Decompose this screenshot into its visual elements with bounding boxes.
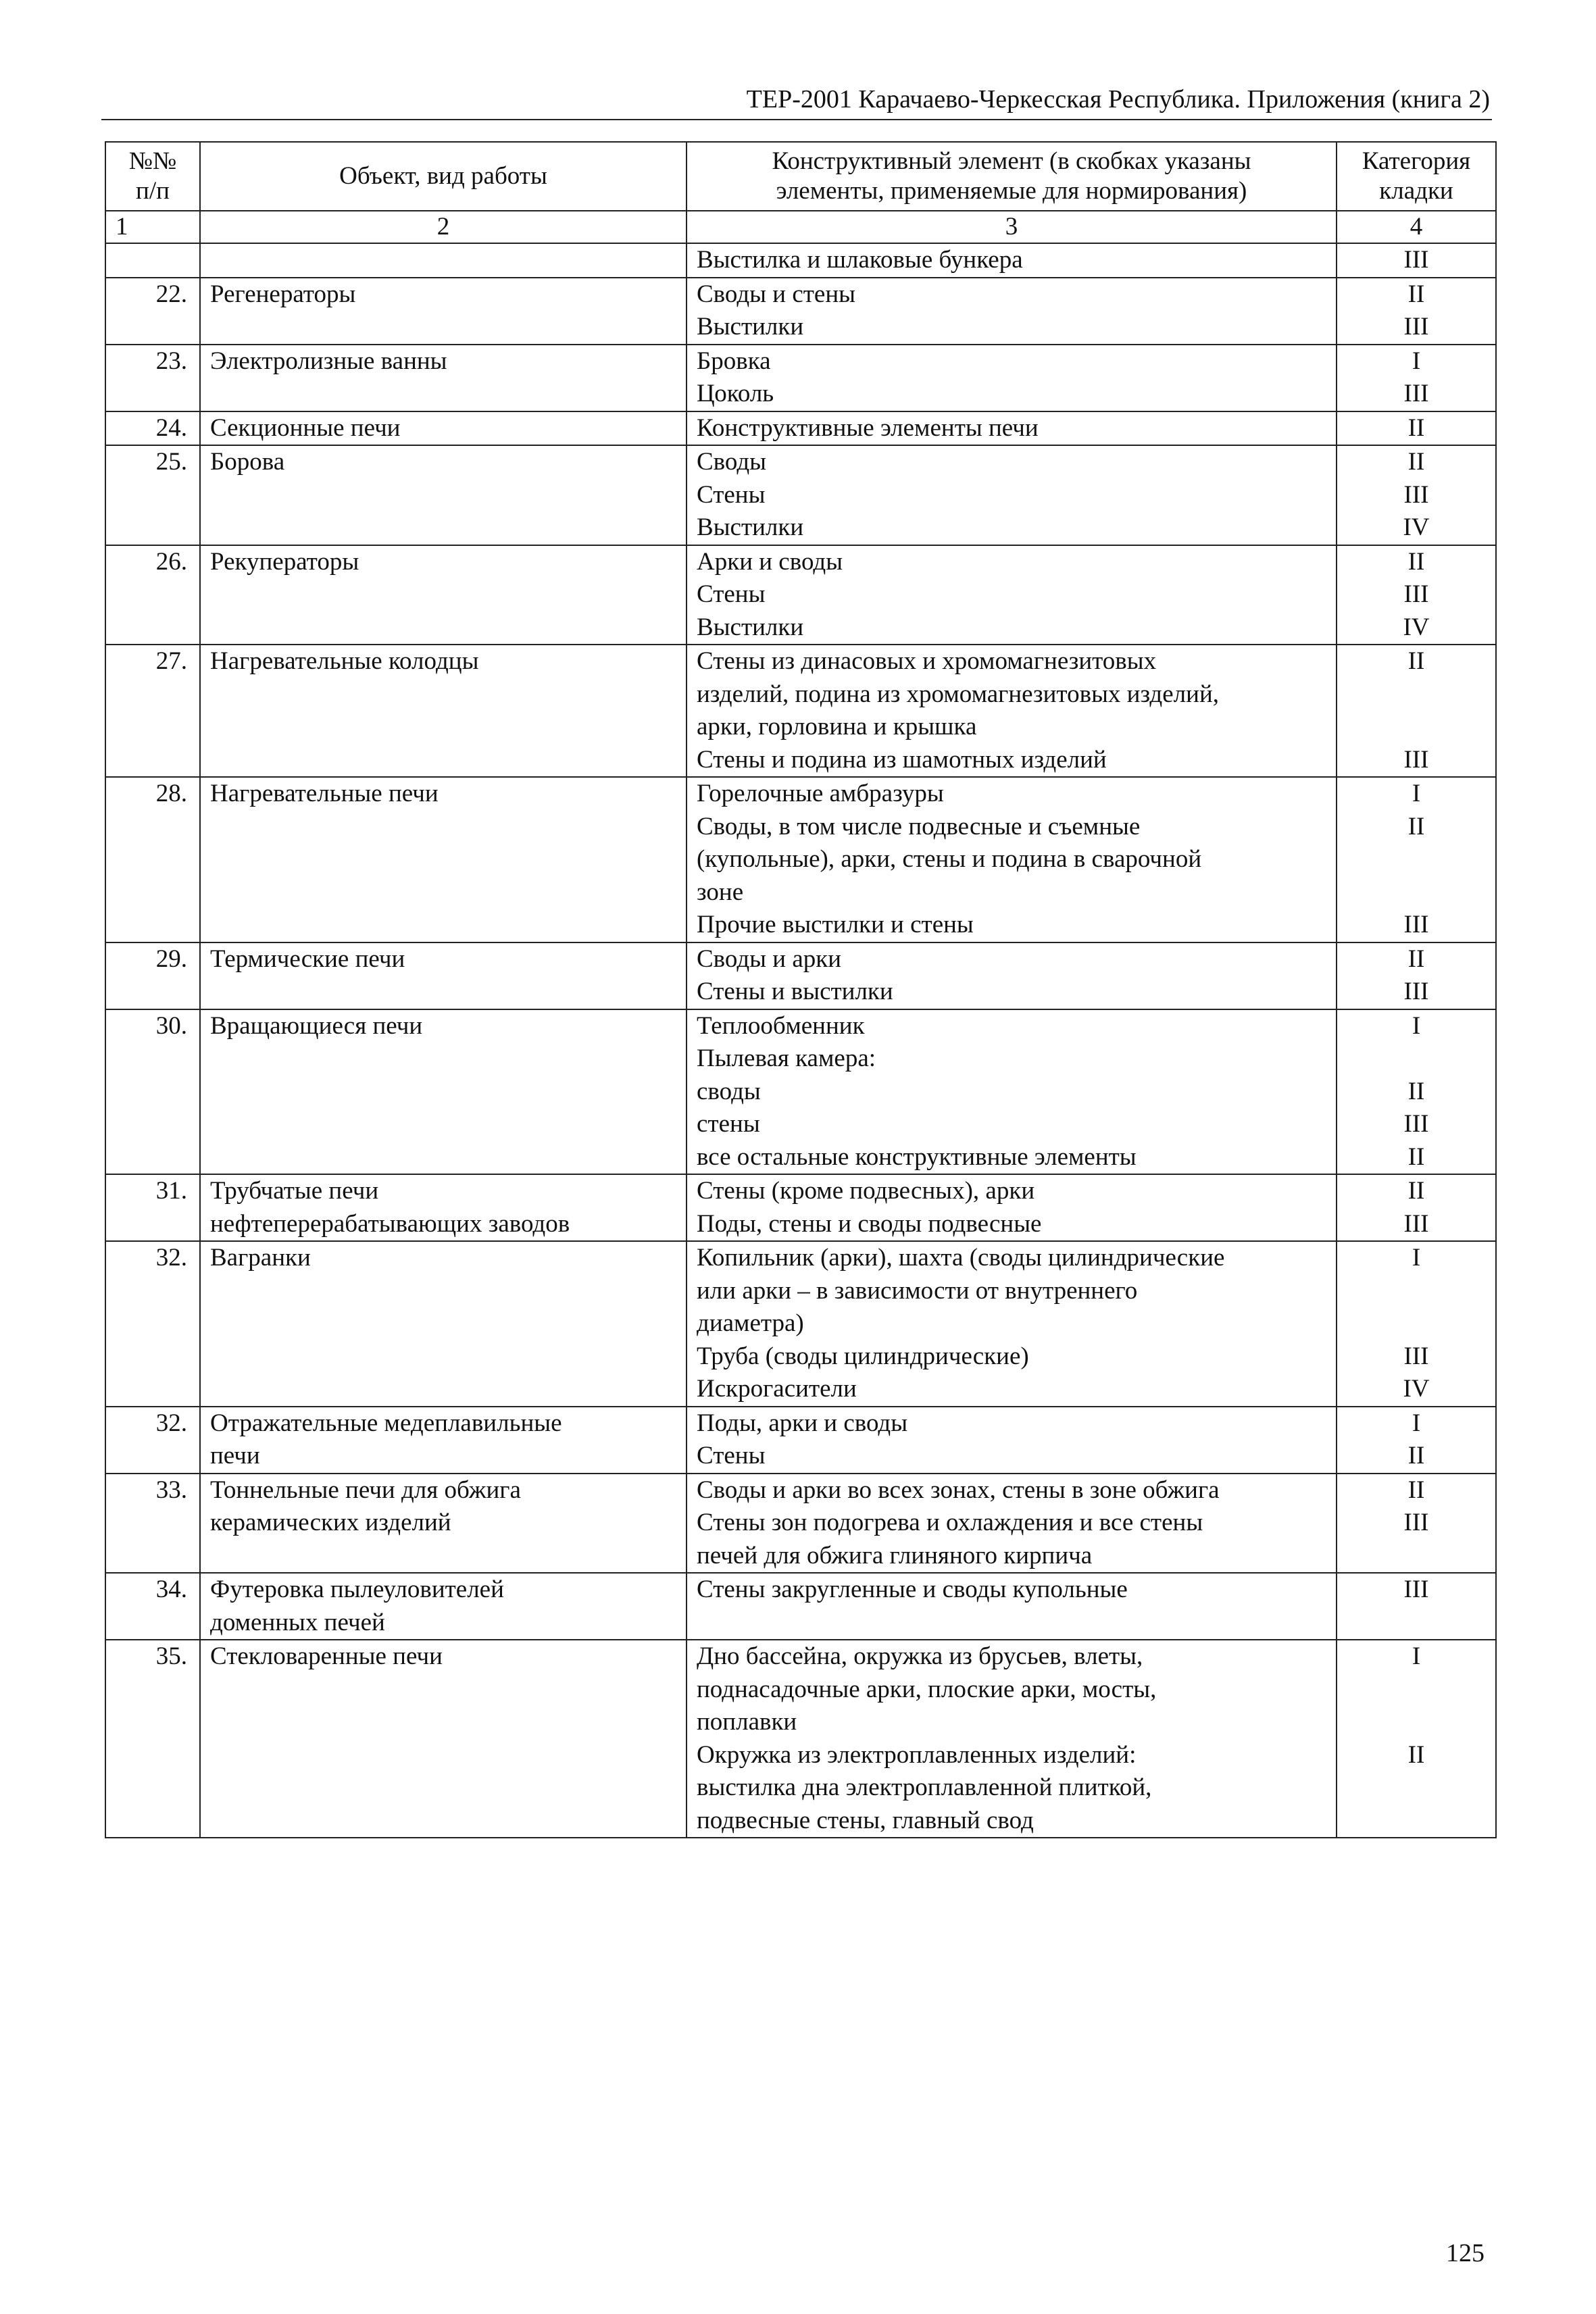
object-cell — [200, 1407, 687, 1474]
object-cell — [200, 645, 687, 777]
element-line: Арки и своды — [697, 547, 843, 576]
category-value: III — [1403, 978, 1429, 1005]
header-num-line: п/п — [136, 177, 170, 205]
element-line: Копильник (арки), шахта (своды цилиндрические — [697, 1244, 1225, 1272]
element-line: Выстилки — [697, 513, 804, 541]
row-number — [105, 1573, 200, 1640]
category-cell — [1337, 1474, 1496, 1574]
row-number-text: 23. — [155, 347, 187, 375]
element-line: Дно бассейна, окружка из брусьев, влеты, — [697, 1642, 1143, 1670]
element-line: Выстилки — [697, 313, 804, 341]
category-cell — [1337, 1407, 1496, 1474]
category-spacer — [1347, 1706, 1486, 1739]
object-line: нефтеперерабатывающих заводов — [210, 1209, 570, 1238]
category-value: I — [1412, 1011, 1421, 1040]
column-number: 3 — [687, 211, 1337, 243]
row-number — [105, 1640, 200, 1838]
category-cell — [1337, 243, 1496, 278]
element-line: Своды, в том числе подвесные и съемные — [697, 812, 1141, 840]
row-number-text — [116, 244, 187, 277]
category-value: III — [1403, 1342, 1429, 1370]
category-value: III — [1403, 1576, 1429, 1603]
row-number-text: 29. — [155, 945, 187, 973]
object-line: Трубчатые печи — [210, 1177, 379, 1205]
element-line: (купольные), арки, стены и подина в сварочной — [697, 845, 1202, 873]
category-value: IV — [1403, 613, 1430, 641]
table-row — [105, 942, 1496, 1009]
object-cell — [200, 411, 687, 446]
category-cell — [1337, 278, 1496, 345]
page-number: 125 — [1446, 2239, 1485, 2267]
element-line: Цоколь — [697, 380, 774, 407]
category-spacer — [1347, 1771, 1486, 1805]
category-spacer — [1347, 1275, 1486, 1308]
element-line: Окружка из электроплавленных изделий: — [697, 1740, 1137, 1769]
header-rule — [101, 119, 1492, 120]
column-number: 4 — [1337, 211, 1496, 243]
row-number-text: 25. — [155, 448, 187, 476]
category-cell — [1337, 777, 1496, 942]
category-value: II — [1407, 1077, 1425, 1105]
row-number-text: 27. — [155, 647, 187, 675]
object-line: Вращающиеся печи — [210, 1011, 423, 1040]
row-number-text: 26. — [155, 547, 187, 576]
element-line: все остальные конструктивные элементы — [697, 1142, 1137, 1171]
category-spacer — [1347, 843, 1486, 876]
category-value: II — [1407, 1142, 1425, 1171]
object-cell — [200, 278, 687, 345]
header-element-line: элементы, применяемые для нормирования) — [776, 177, 1247, 205]
element-line: печей для обжига глиняного кирпича — [697, 1541, 1093, 1569]
row-number-text: 32. — [155, 1409, 187, 1437]
element-cell — [687, 1640, 1337, 1838]
element-line: Прочие выстилки и стены — [697, 911, 974, 938]
column-number: 2 — [200, 211, 687, 243]
category-spacer — [1347, 1805, 1486, 1838]
element-line: Бровка — [697, 347, 771, 375]
category-value: II — [1407, 1740, 1425, 1769]
table-row — [105, 411, 1496, 446]
category-value: II — [1407, 280, 1425, 308]
element-line: Стены и подина из шамотных изделий — [697, 745, 1107, 774]
object-cell — [200, 1640, 687, 1838]
element-line: своды — [697, 1077, 761, 1105]
object-cell — [200, 1009, 687, 1175]
category-value: III — [1403, 313, 1429, 341]
column-number-row — [105, 211, 1496, 243]
object-cell — [200, 777, 687, 942]
category-value: III — [1403, 480, 1429, 509]
row-number — [105, 777, 200, 942]
element-line: Стены и выстилки — [697, 978, 893, 1005]
object-line: Регенераторы — [210, 280, 356, 308]
object-line: Футеровка пылеуловителей — [210, 1576, 504, 1603]
object-line: Вагранки — [210, 1244, 311, 1272]
category-spacer — [1347, 711, 1486, 744]
header-element — [687, 142, 1337, 211]
category-value: II — [1407, 647, 1425, 675]
category-value: IV — [1403, 513, 1430, 541]
object-cell — [200, 345, 687, 411]
category-cell — [1337, 1174, 1496, 1241]
object-line: Термические печи — [210, 945, 405, 973]
category-cell — [1337, 345, 1496, 411]
element-line: зоне — [697, 878, 744, 906]
row-number — [105, 1474, 200, 1574]
header-object: Объект, вид работы — [200, 142, 687, 211]
row-number-text: 32. — [155, 1244, 187, 1272]
table-row — [105, 345, 1496, 411]
element-cell — [687, 545, 1337, 645]
element-line: Стены — [697, 1442, 766, 1469]
category-value: I — [1412, 347, 1421, 375]
element-line: Горелочные амбразуры — [697, 780, 944, 807]
element-line: Искрогасители — [697, 1375, 857, 1403]
object-cell — [200, 243, 687, 278]
row-number — [105, 278, 200, 345]
category-value: II — [1407, 547, 1425, 576]
category-value: I — [1412, 1244, 1421, 1272]
element-line: Труба (своды цилиндрические) — [697, 1342, 1029, 1370]
object-cell — [200, 1573, 687, 1640]
table-row — [105, 278, 1496, 345]
object-line: Тоннельные печи для обжига — [210, 1476, 521, 1504]
element-line: Поды, стены и своды подвесные — [697, 1209, 1042, 1238]
table-row — [105, 1573, 1496, 1640]
column-number: 1 — [105, 211, 200, 243]
element-line: поднасадочные арки, плоские арки, мосты, — [697, 1675, 1157, 1703]
element-cell — [687, 942, 1337, 1009]
element-line: поплавки — [697, 1708, 797, 1736]
category-spacer — [1347, 678, 1486, 711]
element-line: Пылевая камера: — [697, 1045, 876, 1072]
table-row — [105, 445, 1496, 545]
category-cell — [1337, 1573, 1496, 1640]
category-value: III — [1403, 911, 1429, 938]
element-cell — [687, 645, 1337, 777]
element-cell — [687, 1009, 1337, 1175]
category-cell — [1337, 1640, 1496, 1838]
object-line: печи — [210, 1442, 260, 1469]
table-row — [105, 1407, 1496, 1474]
category-value: II — [1407, 448, 1425, 476]
row-number — [105, 942, 200, 1009]
header-element-line: Конструктивный элемент (в скобках указаны — [772, 147, 1251, 175]
category-cell — [1337, 411, 1496, 446]
row-number — [105, 345, 200, 411]
category-value: III — [1403, 380, 1429, 407]
category-value: I — [1412, 1642, 1421, 1670]
object-line: Секционные печи — [210, 413, 401, 442]
element-cell — [687, 777, 1337, 942]
category-cell — [1337, 1009, 1496, 1175]
category-value: II — [1407, 413, 1425, 442]
category-value: II — [1407, 945, 1425, 973]
element-line: изделий, подина из хромомагнезитовых изделий, — [697, 680, 1219, 708]
object-cell — [200, 1474, 687, 1574]
category-cell — [1337, 545, 1496, 645]
object-cell — [200, 942, 687, 1009]
table-row — [105, 1474, 1496, 1574]
table-row — [105, 1174, 1496, 1241]
table-row — [105, 243, 1496, 278]
element-line: Стены — [697, 480, 766, 509]
header-num-line: №№ — [128, 147, 177, 175]
row-number-text: 22. — [155, 280, 187, 308]
row-number-text: 33. — [155, 1476, 187, 1504]
category-value: I — [1412, 1409, 1421, 1437]
category-spacer — [1347, 876, 1486, 909]
object-cell — [200, 545, 687, 645]
row-number — [105, 645, 200, 777]
category-value: II — [1407, 812, 1425, 840]
element-line: выстилка дна электроплавленной плиткой, — [697, 1774, 1152, 1801]
element-cell — [687, 1474, 1337, 1574]
category-value: III — [1403, 580, 1429, 608]
element-line: Стены (кроме подвесных), арки — [697, 1177, 1035, 1205]
object-cell — [200, 445, 687, 545]
object-cell — [200, 1241, 687, 1407]
element-cell — [687, 1174, 1337, 1241]
element-cell — [687, 278, 1337, 345]
category-cell — [1337, 942, 1496, 1009]
element-line: Своды — [697, 448, 767, 476]
element-line: Поды, арки и своды — [697, 1409, 908, 1437]
element-line: подвесные стены, главный свод — [697, 1806, 1034, 1834]
element-line: Конструктивные элементы печи — [697, 413, 1039, 442]
element-line: Своды и арки — [697, 945, 842, 973]
row-number-text: 35. — [155, 1642, 187, 1670]
row-number-text: 24. — [155, 413, 187, 442]
element-line: стены — [697, 1110, 760, 1138]
element-line: Выстилка и шлаковые бункера — [697, 246, 1023, 274]
element-line: Теплообменник — [697, 1011, 865, 1040]
row-number — [105, 1009, 200, 1175]
element-line: или арки – в зависимости от внутреннего — [697, 1276, 1138, 1305]
row-number — [105, 545, 200, 645]
table-row — [105, 1009, 1496, 1175]
category-value: III — [1403, 1209, 1429, 1238]
row-number — [105, 411, 200, 446]
object-line: Стекловаренные печи — [210, 1642, 443, 1670]
element-cell — [687, 1407, 1337, 1474]
element-cell — [687, 411, 1337, 446]
category-value: III — [1403, 1509, 1429, 1536]
element-cell — [687, 1573, 1337, 1640]
object-cell — [200, 1174, 687, 1241]
element-line: Стены — [697, 580, 766, 608]
row-number — [105, 1241, 200, 1407]
element-line: арки, горловина и крышка — [697, 713, 977, 740]
element-cell — [687, 1241, 1337, 1407]
category-value: II — [1407, 1476, 1425, 1504]
category-value: IV — [1403, 1375, 1430, 1403]
table-row — [105, 545, 1496, 645]
element-cell — [687, 345, 1337, 411]
element-line: Стены из динасовых и хромомагнезитовых — [697, 647, 1157, 675]
category-value: II — [1407, 1177, 1425, 1205]
header-category-line: Категория — [1362, 147, 1471, 175]
element-cell — [687, 445, 1337, 545]
category-spacer — [1347, 1674, 1486, 1707]
category-value — [1347, 1042, 1486, 1076]
element-line: Своды и арки во всех зонах, стены в зоне обжига — [697, 1476, 1220, 1504]
row-number — [105, 243, 200, 278]
header-category — [1337, 142, 1496, 211]
object-line: Отражательные медеплавильные — [210, 1409, 562, 1437]
element-line: Стены зон подогрева и охлаждения и все стены — [697, 1509, 1203, 1536]
page-header: ТЕР-2001 Карачаево-Черкесская Республика. Приложения (книга 2) — [746, 85, 1490, 114]
object-line: Нагревательные печи — [210, 780, 439, 807]
object-line: Электролизные ванны — [210, 347, 447, 375]
element-line: Стены закругленные и своды купольные — [697, 1576, 1128, 1603]
category-value: I — [1412, 780, 1421, 807]
category-value: III — [1403, 1110, 1429, 1138]
object-line: доменных печей — [210, 1608, 385, 1636]
category-cell — [1337, 445, 1496, 545]
object-line: Рекуператоры — [210, 547, 359, 576]
row-number-text: 28. — [155, 780, 187, 807]
row-number — [105, 445, 200, 545]
table-row — [105, 777, 1496, 942]
masonry-category-table — [105, 141, 1497, 1838]
element-cell — [687, 243, 1337, 278]
header-category-line: кладки — [1379, 177, 1453, 205]
header-num — [105, 142, 200, 211]
table-body — [105, 243, 1496, 1838]
table-row — [105, 645, 1496, 777]
category-value: III — [1403, 246, 1429, 274]
row-number-text: 30. — [155, 1011, 187, 1040]
object-line: Нагревательные колодцы — [210, 647, 479, 675]
category-cell — [1337, 645, 1496, 777]
row-number-text: 34. — [155, 1576, 187, 1603]
category-spacer — [1347, 1540, 1486, 1573]
row-number — [105, 1174, 200, 1241]
category-cell — [1337, 1241, 1496, 1407]
category-value: II — [1407, 1442, 1425, 1469]
table-row — [105, 1640, 1496, 1838]
row-number — [105, 1407, 200, 1474]
object-line: керамических изделий — [210, 1509, 451, 1536]
category-value: III — [1403, 745, 1429, 774]
category-spacer — [1347, 1307, 1486, 1340]
object-line: Борова — [210, 448, 285, 476]
row-number-text: 31. — [155, 1177, 187, 1205]
element-line: Своды и стены — [697, 280, 855, 308]
element-line: Выстилки — [697, 613, 804, 641]
element-line: диаметра) — [697, 1309, 804, 1337]
table-header-row — [105, 142, 1496, 211]
table-row — [105, 1241, 1496, 1407]
